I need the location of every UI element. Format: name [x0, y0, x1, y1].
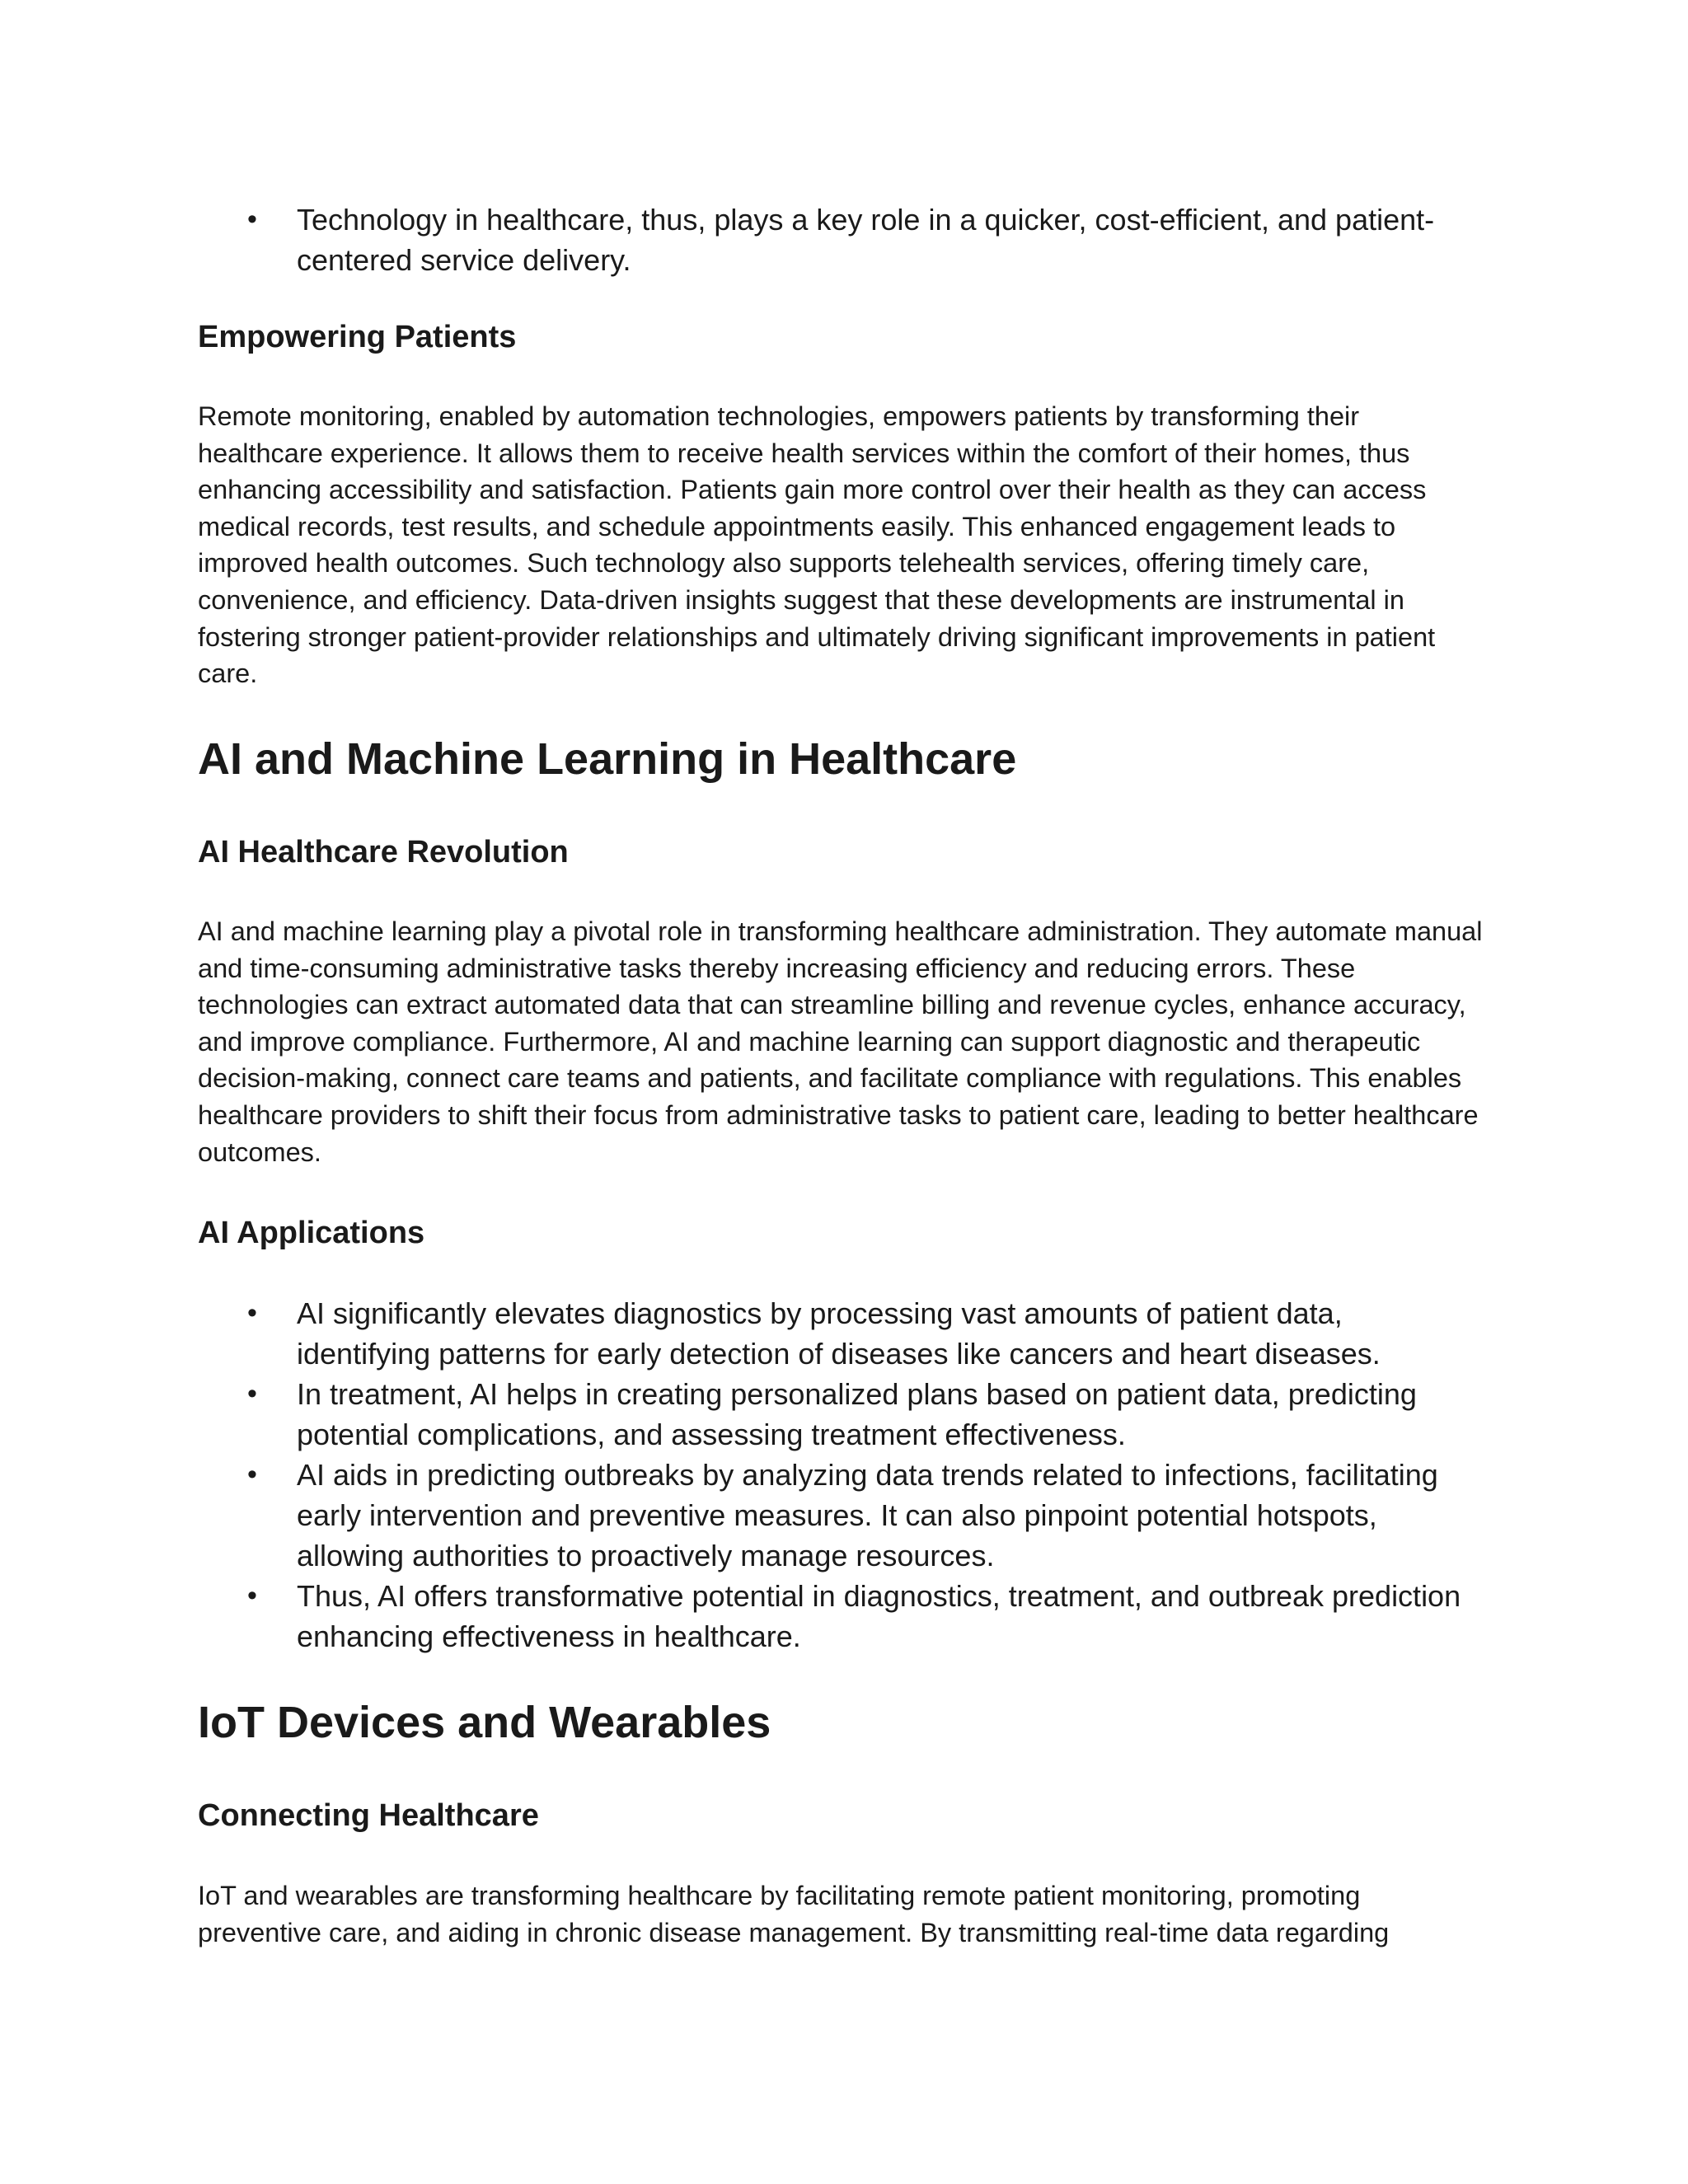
list-item — [198, 1576, 1484, 1657]
ai-applications-bullet-list — [198, 1293, 1484, 1657]
bullet-text: AI significantly elevates diagnostics by processing vast amounts of patient data, identifying patterns for early detection of diseases like cancers and heart diseases. — [297, 1296, 1381, 1371]
ai-revolution-paragraph: AI and machine learning play a pivotal role in transforming healthcare administration. They automate manual and time-consuming administrative tasks thereby increasing efficiency and reducing errors. These technologies can extract automated data that can streamline billing and revenue cycles, enhance accuracy, and improve compliance. Furthermore, AI and machine learning can support diagnostic and therapeutic decision-making, connect care teams and patients, and facilitate compliance with regulations. This enables healthcare providers to shift their focus from administrative tasks to patient care, leading to better healthcare outcomes. — [198, 916, 1483, 1167]
list-item — [198, 1374, 1484, 1455]
chapter-heading-iot: IoT Devices and Wearables — [198, 1698, 771, 1747]
bullet-icon: • — [247, 204, 257, 235]
section-heading-empowering-patients: Empowering Patients — [198, 320, 517, 354]
bullet-icon: • — [247, 1378, 257, 1409]
bullet-text: Thus, AI offers transformative potential in diagnostics, treatment, and outbreak prediction enhancing effectiveness in healthcare. — [297, 1579, 1461, 1653]
section-heading-ai-revolution: AI Healthcare Revolution — [198, 835, 569, 869]
connecting-healthcare-paragraph: IoT and wearables are transforming healthcare by facilitating remote patient monitoring, promoting preventive care, and aiding in chronic disease management. By transmitting real-time data regarding — [198, 1881, 1390, 1947]
bullet-icon: • — [247, 1459, 257, 1490]
list-item — [198, 1455, 1484, 1576]
bullet-text: Technology in healthcare, thus, plays a key role in a quicker, cost-efficient, and patient-centered service delivery. — [297, 203, 1435, 277]
bullet-icon: • — [247, 1297, 257, 1329]
bullet-text: AI aids in predicting outbreaks by analyzing data trends related to infections, facilitating early intervention and preventive measures. It can also pinpoint potential hotspots, allowing authorities to proactively manage resources. — [297, 1458, 1438, 1572]
chapter-heading-ai-ml: AI and Machine Learning in Healthcare — [198, 734, 1017, 784]
intro-bullet-list — [198, 199, 1484, 280]
list-item — [198, 1293, 1484, 1374]
section-heading-ai-applications: AI Applications — [198, 1216, 425, 1250]
bullet-text: In treatment, AI helps in creating personalized plans based on patient data, predicting potential complications, and assessing treatment effectiveness. — [297, 1377, 1417, 1451]
list-item — [198, 199, 1484, 280]
empowering-patients-paragraph: Remote monitoring, enabled by automation technologies, empowers patients by transforming their healthcare experience. It allows them to receive health services within the comfort of their homes, thus enhancing accessibility and satisfaction. Patients gain more control over their health as they can access medical records, test results, and schedule appointments easily. This enhanced engagement leads to improved health outcomes. Such technology also supports telehealth services, offering timely care, convenience, and efficiency. Data-driven insights suggest that these developments are instrumental in fostering stronger patient-provider relationships and ultimately driving significant improvements in patient care. — [198, 401, 1436, 689]
section-heading-connecting-healthcare: Connecting Healthcare — [198, 1798, 539, 1833]
bullet-icon: • — [247, 1580, 257, 1611]
